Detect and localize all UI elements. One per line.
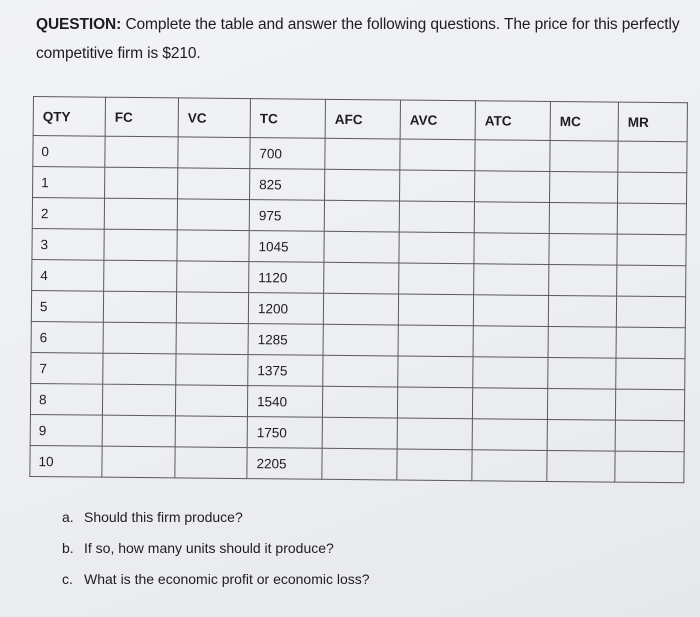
cell-qty: 2 (32, 198, 104, 230)
cell-vc[interactable] (175, 447, 247, 479)
cell-vc[interactable] (178, 168, 250, 200)
cell-fc[interactable] (104, 198, 177, 230)
sub-question-c (62, 564, 370, 595)
cell-mc[interactable] (549, 233, 617, 265)
cell-mc[interactable] (550, 171, 618, 203)
question-prompt (36, 10, 686, 68)
sub-question-text: Should this firm produce? (84, 509, 243, 525)
sub-question-a (62, 502, 370, 533)
cell-afc[interactable] (323, 324, 398, 356)
cell-qty: 6 (31, 321, 103, 353)
cell-vc[interactable] (177, 261, 249, 293)
header-qty: QTY (33, 97, 105, 137)
cell-vc[interactable] (177, 199, 249, 231)
cell-atc[interactable] (473, 295, 548, 327)
table-header-row (33, 97, 687, 142)
cell-avc[interactable] (397, 418, 472, 450)
cell-afc[interactable] (322, 386, 397, 418)
header-afc: AFC (325, 99, 400, 139)
cell-afc[interactable] (325, 138, 400, 170)
cell-afc[interactable] (323, 293, 398, 325)
cell-tc: 825 (250, 169, 325, 201)
cell-atc[interactable] (475, 171, 550, 203)
cell-vc[interactable] (175, 385, 247, 417)
sub-question-text: If so, how many units should it produce? (84, 540, 334, 556)
cell-vc[interactable] (176, 323, 248, 355)
cell-mc[interactable] (547, 450, 615, 482)
question-text: Complete the table and answer the following questions. The price for this perfectly competitive firm is $210. (36, 16, 680, 62)
cell-mr[interactable] (615, 420, 684, 452)
cell-afc[interactable] (322, 417, 397, 449)
cell-mc[interactable] (547, 388, 615, 420)
cost-table (29, 96, 688, 483)
cell-avc[interactable] (400, 139, 475, 171)
cell-atc[interactable] (473, 357, 548, 389)
cell-fc[interactable] (102, 446, 175, 478)
cell-tc: 1285 (248, 324, 323, 356)
cell-atc[interactable] (474, 202, 549, 234)
cell-tc: 1750 (247, 417, 322, 449)
cell-vc[interactable] (175, 416, 247, 448)
cell-qty: 5 (31, 290, 103, 322)
cell-mc[interactable] (548, 326, 616, 358)
cell-afc[interactable] (324, 200, 399, 232)
cell-mr[interactable] (617, 265, 686, 297)
cell-tc: 1045 (249, 231, 324, 263)
table-body (30, 136, 687, 483)
sub-question-letter: b. (62, 540, 74, 556)
header-fc: FC (105, 97, 178, 137)
cell-qty: 1 (33, 167, 105, 199)
header-vc: VC (178, 98, 250, 138)
cell-mc[interactable] (549, 202, 617, 234)
cell-mr[interactable] (617, 234, 686, 266)
cell-avc[interactable] (400, 170, 475, 202)
cell-vc[interactable] (176, 354, 248, 386)
cell-qty: 10 (30, 445, 102, 477)
sub-question-b (62, 533, 370, 564)
cell-mr[interactable] (617, 203, 686, 235)
header-tc: TC (250, 99, 325, 139)
cell-vc[interactable] (178, 137, 250, 169)
header-mc: MC (550, 101, 618, 141)
cell-vc[interactable] (177, 230, 249, 262)
cell-afc[interactable] (324, 262, 399, 294)
cell-tc: 2205 (247, 448, 322, 480)
cell-avc[interactable] (398, 294, 473, 326)
cell-mc[interactable] (548, 295, 616, 327)
cell-avc[interactable] (397, 449, 472, 481)
cost-table-container (29, 96, 687, 483)
cell-mr[interactable] (616, 327, 685, 359)
sub-questions (62, 502, 370, 595)
cell-avc[interactable] (399, 263, 474, 295)
cell-mc[interactable] (550, 140, 618, 172)
cell-mc[interactable] (547, 419, 615, 451)
header-avc: AVC (400, 100, 475, 140)
cell-fc[interactable] (103, 291, 176, 323)
cell-mr[interactable] (616, 358, 685, 390)
cell-qty: 3 (32, 228, 104, 260)
cell-afc[interactable] (322, 448, 397, 480)
cell-afc[interactable] (323, 355, 398, 387)
cell-fc[interactable] (105, 136, 178, 168)
cell-tc: 1120 (249, 262, 324, 294)
cell-tc: 1540 (247, 386, 322, 418)
cell-tc: 1200 (248, 293, 323, 325)
cell-fc[interactable] (102, 384, 175, 416)
cell-avc[interactable] (399, 201, 474, 233)
table-row (30, 445, 684, 482)
header-mr: MR (618, 102, 687, 142)
cell-atc[interactable] (475, 140, 550, 172)
cell-atc[interactable] (473, 326, 548, 358)
cell-qty: 7 (31, 352, 103, 384)
cell-tc: 1375 (248, 355, 323, 387)
question-label: QUESTION: (36, 16, 122, 33)
cell-tc: 700 (250, 138, 325, 170)
cell-atc[interactable] (474, 233, 549, 265)
cell-mr[interactable] (615, 389, 684, 421)
cell-atc[interactable] (472, 419, 547, 451)
cell-atc[interactable] (472, 388, 547, 420)
cell-fc[interactable] (104, 260, 177, 292)
cell-qty: 4 (32, 259, 104, 291)
cell-mr[interactable] (616, 296, 685, 328)
cell-qty: 8 (30, 383, 102, 415)
cell-mr[interactable] (618, 141, 687, 173)
cell-afc[interactable] (324, 231, 399, 263)
cell-qty: 0 (33, 136, 105, 168)
cell-fc[interactable] (103, 353, 176, 385)
cell-avc[interactable] (398, 325, 473, 357)
cell-fc[interactable] (105, 167, 178, 199)
cell-atc[interactable] (472, 450, 547, 482)
cell-mc[interactable] (549, 264, 617, 296)
cell-mc[interactable] (548, 357, 616, 389)
cell-tc: 975 (249, 200, 324, 232)
cell-qty: 9 (30, 414, 102, 446)
sub-question-text: What is the economic profit or economic loss? (84, 571, 370, 587)
cell-avc[interactable] (399, 232, 474, 264)
cell-fc[interactable] (104, 229, 177, 261)
cell-mr[interactable] (617, 172, 686, 204)
cell-afc[interactable] (325, 169, 400, 201)
cell-vc[interactable] (176, 292, 248, 324)
cell-avc[interactable] (398, 356, 473, 388)
header-atc: ATC (475, 101, 550, 141)
sub-question-letter: a. (62, 509, 74, 525)
cell-fc[interactable] (103, 322, 176, 354)
cell-avc[interactable] (397, 387, 472, 419)
cell-mr[interactable] (615, 451, 684, 483)
cell-fc[interactable] (102, 415, 175, 447)
cell-atc[interactable] (474, 264, 549, 296)
sub-question-letter: c. (62, 571, 73, 587)
